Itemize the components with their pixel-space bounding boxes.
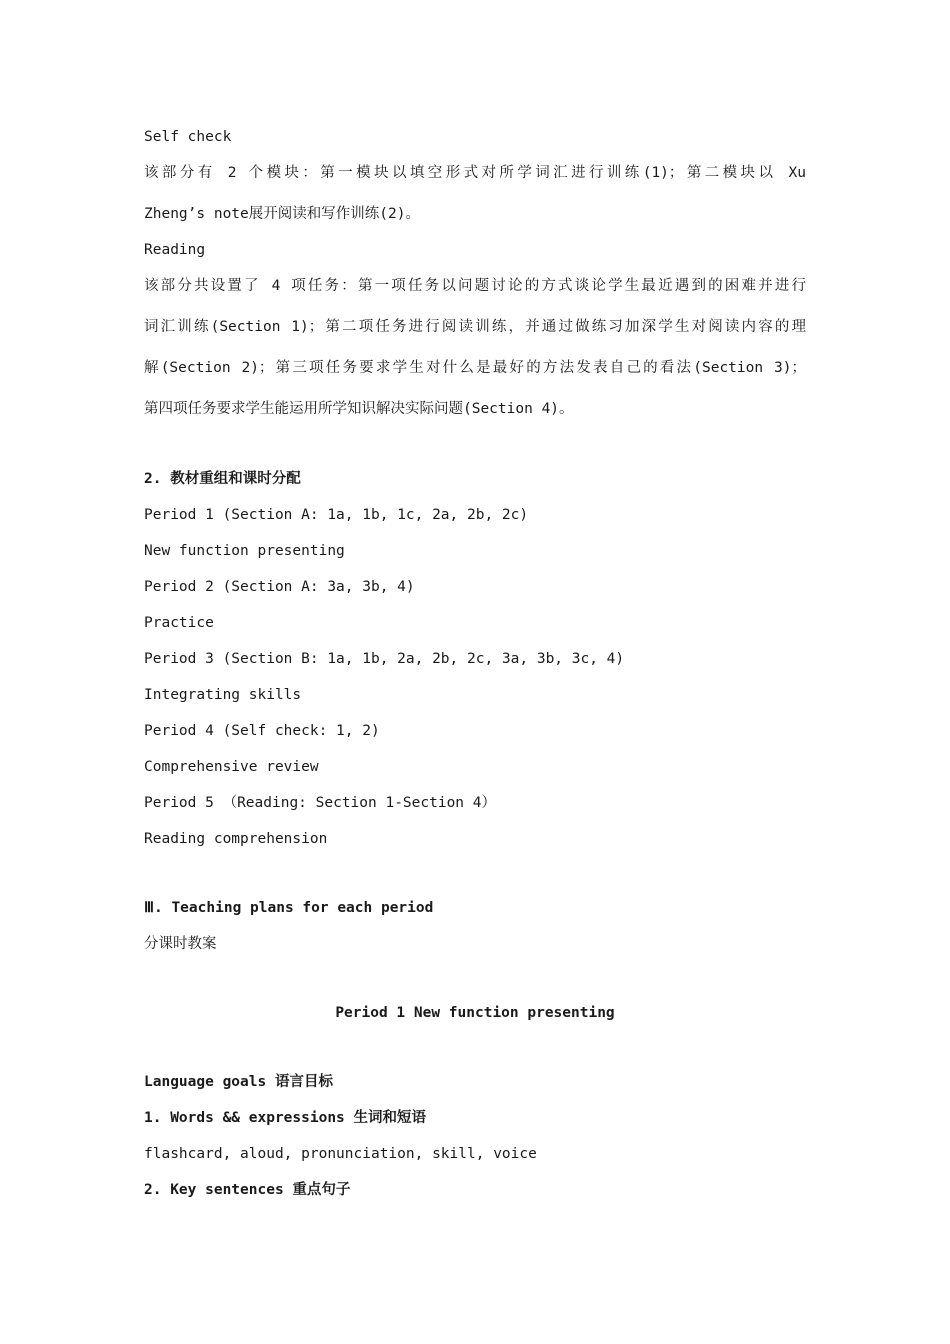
reorg-heading: 2. 教材重组和课时分配 bbox=[144, 471, 301, 487]
self-check-para-line-2: Zheng’s note展开阅读和写作训练(2)。 bbox=[144, 206, 420, 222]
period-3-title: Period 3 (Section B: 1a, 1b, 2a, 2b, 2c, 3a, 3b, 3c, 4) bbox=[144, 651, 625, 667]
words-expressions-heading: 1. Words && expressions 生词和短语 bbox=[144, 1110, 427, 1126]
period-1-section-title: Period 1 New function presenting bbox=[335, 1005, 615, 1021]
reading-para-line-1: 该部分共设置了 4 项任务：第一项任务以问题讨论的方式谈论学生最近遇到的困难并进行 bbox=[144, 278, 806, 294]
period-1-title: Period 1 (Section A: 1a, 1b, 1c, 2a, 2b, 2c) bbox=[144, 507, 529, 523]
language-goals-heading: Language goals 语言目标 bbox=[144, 1074, 333, 1090]
reading-para-line-4: 第四项任务要求学生能运用所学知识解决实际问题(Section 4)。 bbox=[144, 401, 574, 417]
period-2-title: Period 2 (Section A: 3a, 3b, 4) bbox=[144, 579, 415, 595]
self-check-heading: Self check bbox=[144, 129, 232, 145]
period-5-title: Period 5 （Reading: Section 1-Section 4） bbox=[144, 795, 497, 811]
teaching-plans-subheading: 分课时教案 bbox=[144, 936, 217, 952]
period-4-title: Period 4 (Self check: 1, 2) bbox=[144, 723, 380, 739]
words-list: flashcard, aloud, pronunciation, skill, voice bbox=[144, 1146, 537, 1162]
reading-para-line-2: 词汇训练(Section 1)；第二项任务进行阅读训练，并通过做练习加深学生对阅读内容的理 bbox=[144, 319, 806, 335]
teaching-plans-heading: Ⅲ. Teaching plans for each period bbox=[144, 900, 434, 916]
reading-para-line-3: 解(Section 2)；第三项任务要求学生对什么是最好的方法发表自己的看法(Section 3)； bbox=[144, 360, 806, 376]
period-4-desc: Comprehensive review bbox=[144, 759, 319, 775]
period-2-desc: Practice bbox=[144, 615, 214, 631]
key-sentences-heading: 2. Key sentences 重点句子 bbox=[144, 1182, 351, 1198]
period-5-desc: Reading comprehension bbox=[144, 831, 328, 847]
period-1-desc: New function presenting bbox=[144, 543, 345, 559]
reading-heading: Reading bbox=[144, 242, 206, 258]
self-check-para-line-1: 该部分有 2 个模块：第一模块以填空形式对所学词汇进行训练(1)；第二模块以 Xu bbox=[144, 165, 806, 181]
period-3-desc: Integrating skills bbox=[144, 687, 302, 703]
